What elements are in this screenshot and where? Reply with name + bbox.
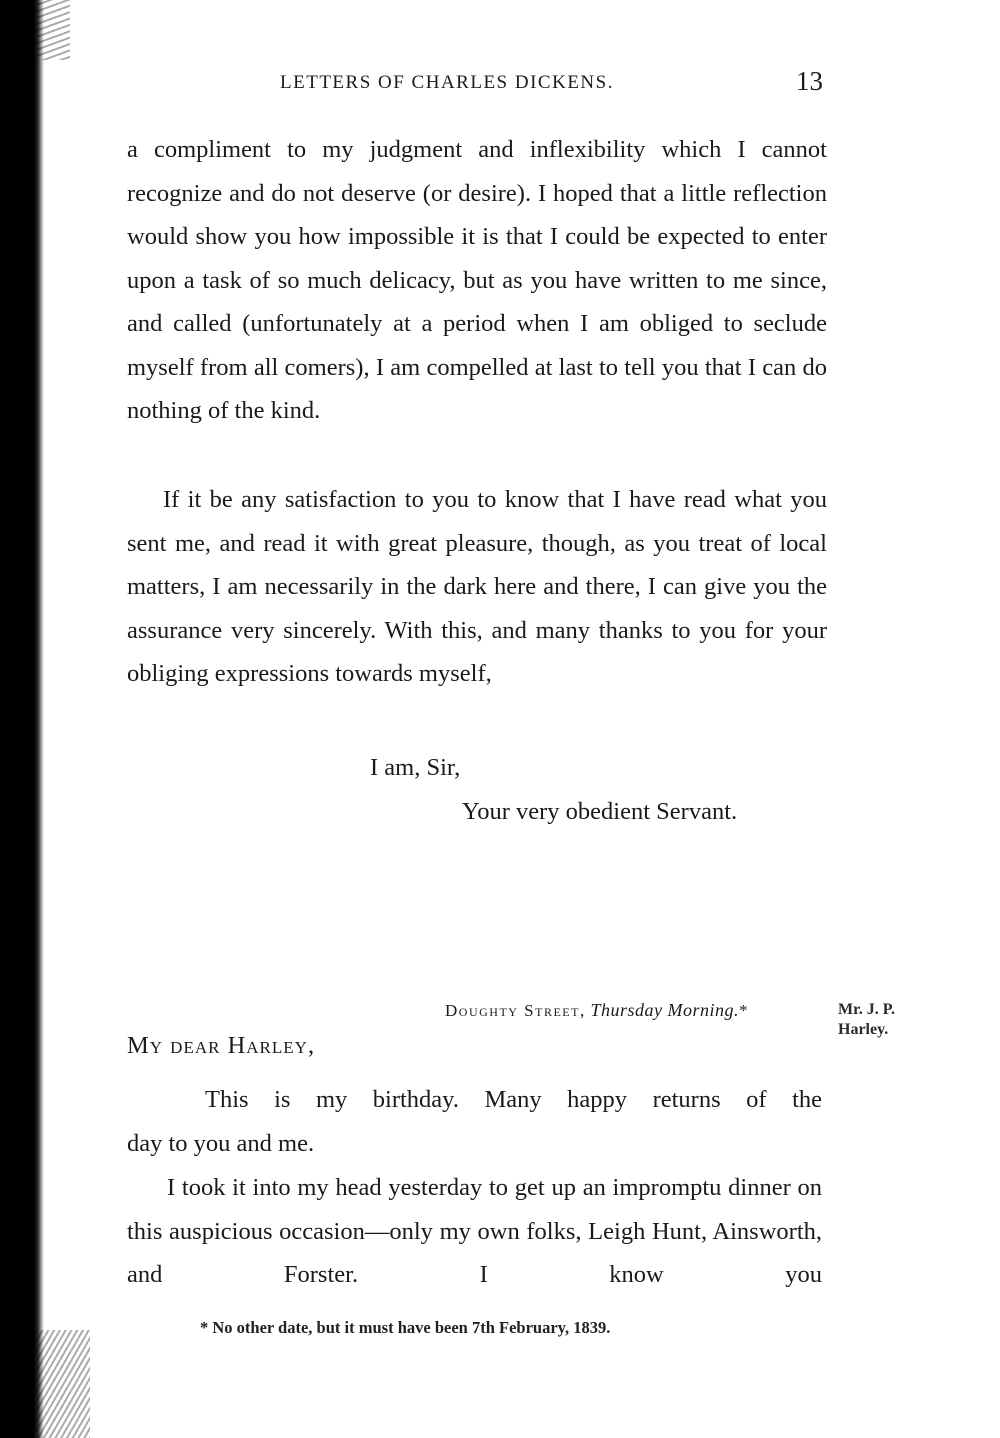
recipient-margin-note xyxy=(838,1000,895,1040)
page-number: 13 xyxy=(796,66,823,96)
letter2-paragraph2: I took it into my head yesterday to get up an impromptu dinner on this auspicious occasion—only my own folks, Leigh Hunt, Ainsworth, and Forster. I know you xyxy=(127,1174,822,1288)
recipient-note-line1: Mr. J. P. xyxy=(838,1001,896,1018)
letter2-paragraph1-line2: day to you and me. xyxy=(127,1129,315,1157)
letter2-paragraph1-line1: This is my birthday. Many happy returns of the xyxy=(205,1086,822,1113)
spine-edge-texture-top xyxy=(30,0,70,60)
footnote-marker: * xyxy=(738,1001,748,1020)
letter1-signature-line: Your very obedient Servant. xyxy=(462,798,738,825)
running-title: LETTERS OF CHARLES DICKENS. xyxy=(280,72,614,93)
dateline-place: Doughty Street, xyxy=(445,1001,586,1020)
letter1-paragraph2: If it be any satisfaction to you to know that I have read what you sent me, and read it with great pleasure, though, as you treat of local matters, I am necessarily in the dark here and there, I can give you the assurance very sincerely. With this, and many thanks to you for your obliging expressions towards myself, xyxy=(127,486,827,687)
letter1-closing-salutation: I am, Sir, xyxy=(370,754,461,781)
book-spine-shadow xyxy=(0,0,44,1438)
recipient-note-line2: Harley. xyxy=(838,1021,889,1038)
letter2-paragraph1 xyxy=(127,1078,822,1165)
footnote: * No other date, but it must have been 7th February, 1839. xyxy=(200,1318,611,1337)
dateline-time: Thursday Morning. xyxy=(590,1000,739,1020)
letter2-salutation: My dear Harley, xyxy=(127,1032,316,1059)
spine-edge-texture-bottom xyxy=(30,1330,90,1438)
letter1-paragraph1: a compliment to my judgment and inflexibility which I cannot recognize and do not deserve (or desire). I hoped that a little reflection would show you how impossible it is that I could be expected to enter upon a task of so much delicacy, but as you have written to me since, and called (unfortunately at a period when I am obliged to seclude myself from all comers), I am compelled at last to tell you that I can do nothing of the kind. xyxy=(127,136,827,424)
letter2-dateline xyxy=(445,1000,748,1021)
